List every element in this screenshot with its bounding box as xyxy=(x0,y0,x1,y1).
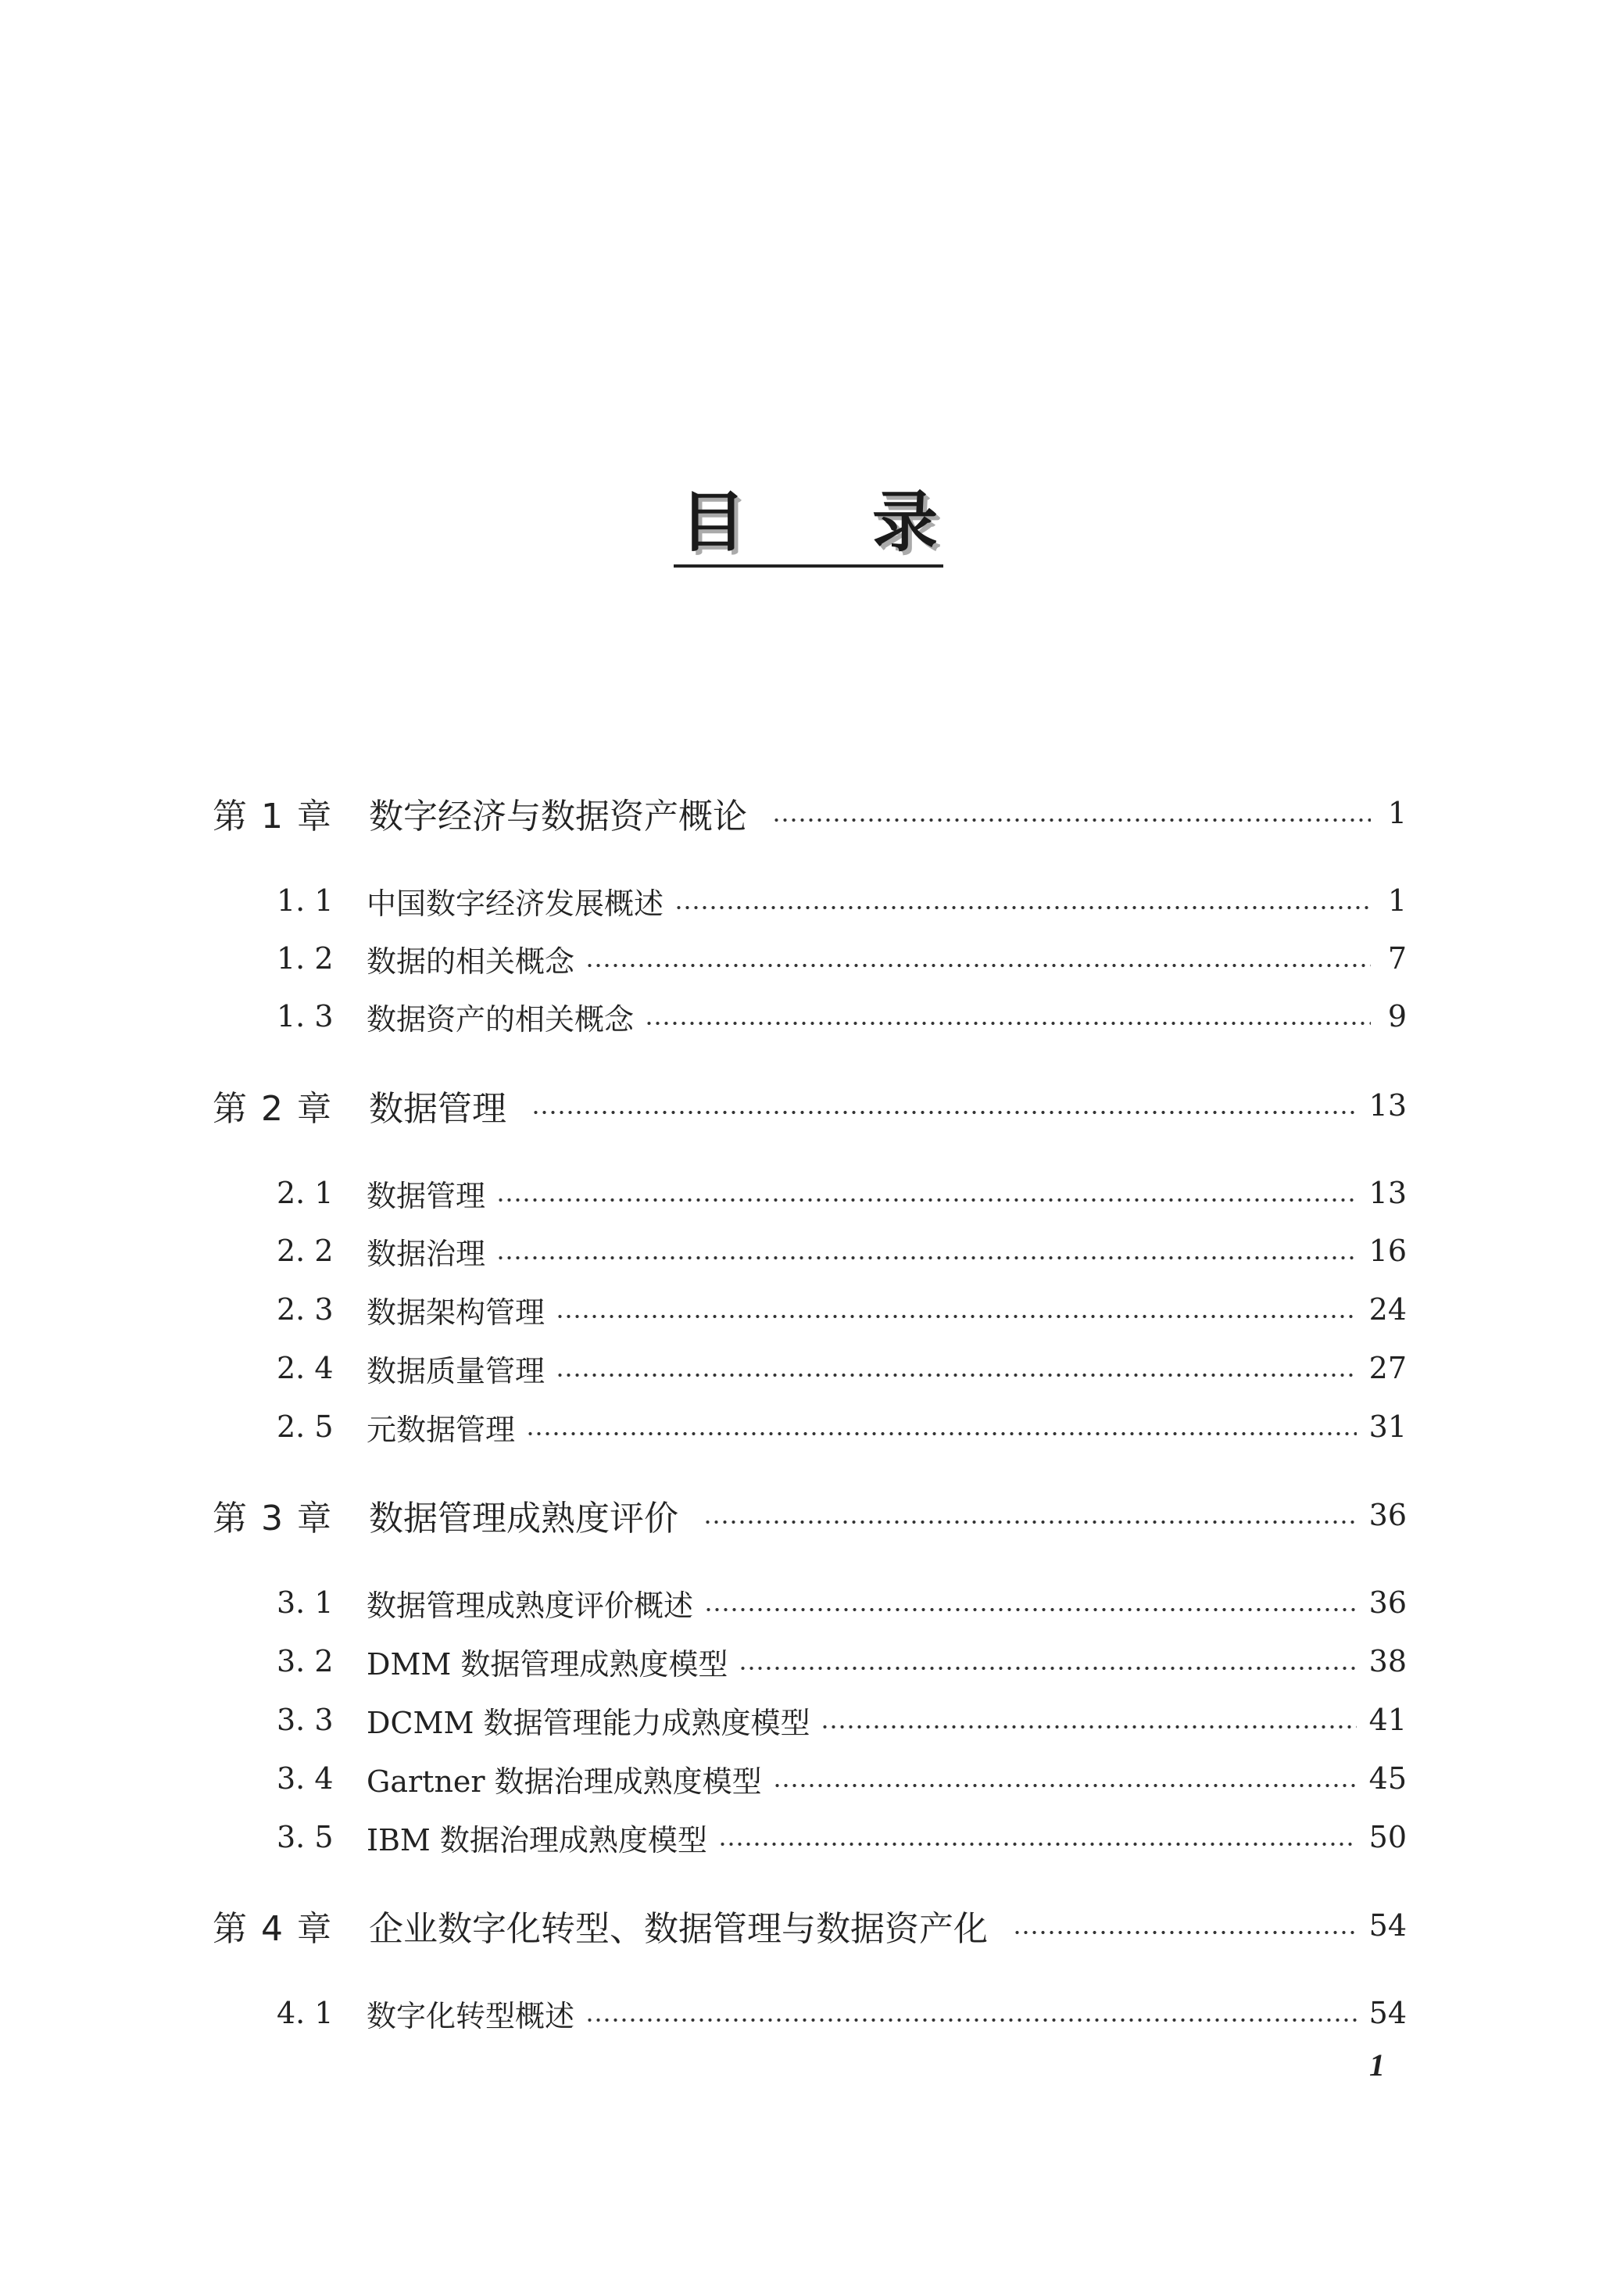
toc-section-1-3[interactable] xyxy=(277,993,1407,1040)
section-number: 3. 5 xyxy=(277,1820,334,1854)
section-title: 元数据管理 xyxy=(367,1412,516,1447)
dot-leader xyxy=(821,1724,1356,1730)
section-title: 中国数字经济发展概述 xyxy=(367,886,664,921)
toc-section-2-5[interactable] xyxy=(277,1403,1407,1450)
chapter-title: 数据管理成熟度评价 xyxy=(369,1499,678,1538)
chapter-number: 第 3 章 xyxy=(213,1499,333,1538)
toc-section-3-3[interactable] xyxy=(277,1696,1407,1743)
dot-leader xyxy=(645,1020,1371,1026)
page-number: 13 xyxy=(1368,1088,1407,1123)
toc-section-2-2[interactable] xyxy=(277,1227,1407,1274)
section-number: 1. 3 xyxy=(277,999,334,1033)
section-number: 2. 4 xyxy=(277,1351,334,1385)
section-number: 3. 3 xyxy=(277,1703,334,1737)
toc-section-3-5[interactable] xyxy=(277,1814,1407,1861)
dot-leader xyxy=(674,904,1371,911)
section-number: 4. 1 xyxy=(277,1996,334,2030)
page-number: 38 xyxy=(1368,1644,1407,1678)
dot-leader xyxy=(773,1782,1357,1789)
section-title: 数据的相关概念 xyxy=(367,944,575,979)
section-title: DCMM 数据管理能力成熟度模型 xyxy=(367,1705,810,1740)
section-title: 数据管理 xyxy=(367,1178,486,1213)
page-number: 24 xyxy=(1368,1292,1407,1327)
section-title: 数据架构管理 xyxy=(367,1295,546,1330)
section-number: 2. 5 xyxy=(277,1410,334,1444)
dot-leader xyxy=(556,1313,1357,1320)
page-number: 50 xyxy=(1368,1820,1407,1854)
page-folio: 1 xyxy=(1369,2047,1385,2083)
toc-chapter-1[interactable] xyxy=(213,790,1407,836)
dot-leader xyxy=(496,1197,1357,1203)
dot-leader xyxy=(585,2017,1357,2023)
toc-section-3-2[interactable] xyxy=(277,1638,1407,1685)
toc-section-2-3[interactable] xyxy=(277,1286,1407,1333)
toc-section-1-1[interactable] xyxy=(277,877,1407,924)
section-title: Gartner 数据治理成熟度模型 xyxy=(367,1764,762,1799)
dot-leader xyxy=(496,1255,1357,1261)
section-number: 1. 2 xyxy=(277,941,334,976)
section-number: 1. 1 xyxy=(277,883,334,918)
dot-leader xyxy=(531,1109,1357,1116)
section-title: DMM 数据管理成熟度模型 xyxy=(367,1646,728,1682)
page-number: 16 xyxy=(1368,1234,1407,1268)
section-number: 3. 4 xyxy=(277,1761,334,1796)
dot-leader xyxy=(526,1431,1357,1437)
title-char-2: 录 xyxy=(872,484,939,561)
page-number: 45 xyxy=(1368,1761,1407,1796)
section-number: 2. 3 xyxy=(277,1292,334,1327)
toc-chapter-3[interactable] xyxy=(213,1492,1407,1538)
dot-leader xyxy=(704,1607,1357,1613)
toc-chapter-2[interactable] xyxy=(213,1082,1407,1129)
dot-leader xyxy=(1013,1929,1357,1936)
section-number: 3. 1 xyxy=(277,1585,334,1620)
chapter-title: 数据管理 xyxy=(369,1089,506,1129)
dot-leader xyxy=(718,1841,1357,1847)
dot-leader xyxy=(703,1519,1357,1525)
title-char-1: 目 xyxy=(680,484,746,561)
toc-section-3-1[interactable] xyxy=(277,1579,1407,1626)
dot-leader xyxy=(772,817,1371,823)
toc-section-4-1[interactable] xyxy=(277,1990,1407,2036)
chapter-number: 第 1 章 xyxy=(213,797,333,836)
chapter-number: 第 2 章 xyxy=(213,1089,333,1129)
page-number: 54 xyxy=(1368,1996,1407,2030)
toc-title xyxy=(674,483,943,571)
page-number: 27 xyxy=(1368,1351,1407,1385)
section-number: 2. 1 xyxy=(277,1176,334,1210)
page-number: 36 xyxy=(1368,1585,1407,1620)
title-underline xyxy=(674,564,943,568)
page-number: 54 xyxy=(1368,1908,1407,1943)
toc-section-3-4[interactable] xyxy=(277,1755,1407,1802)
page-number: 36 xyxy=(1368,1498,1407,1532)
toc-chapter-4[interactable] xyxy=(213,1902,1407,1949)
section-title: 数据资产的相关概念 xyxy=(367,1001,635,1037)
section-title: 数据质量管理 xyxy=(367,1353,546,1388)
page-number: 1 xyxy=(1387,796,1407,830)
section-number: 2. 2 xyxy=(277,1234,334,1268)
chapter-title: 数字经济与数据资产概论 xyxy=(369,797,747,836)
section-title: 数据管理成熟度评价概述 xyxy=(367,1588,694,1623)
toc-section-2-4[interactable] xyxy=(277,1345,1407,1392)
page-number: 31 xyxy=(1368,1410,1407,1444)
section-title: IBM 数据治理成熟度模型 xyxy=(367,1822,707,1857)
page-number: 1 xyxy=(1387,883,1407,918)
toc-section-2-1[interactable] xyxy=(277,1170,1407,1216)
page-number: 7 xyxy=(1387,941,1407,976)
page-number: 9 xyxy=(1387,999,1407,1033)
page-number: 41 xyxy=(1368,1703,1407,1737)
section-title: 数字化转型概述 xyxy=(367,1998,575,2033)
chapter-title: 企业数字化转型、数据管理与数据资产化 xyxy=(369,1909,988,1949)
chapter-number: 第 4 章 xyxy=(213,1909,333,1949)
dot-leader xyxy=(739,1665,1356,1671)
page-number: 13 xyxy=(1368,1176,1407,1210)
section-title: 数据治理 xyxy=(367,1236,486,1271)
section-number: 3. 2 xyxy=(277,1644,334,1678)
dot-leader xyxy=(585,962,1371,969)
dot-leader xyxy=(556,1372,1357,1378)
toc-section-1-2[interactable] xyxy=(277,935,1407,982)
